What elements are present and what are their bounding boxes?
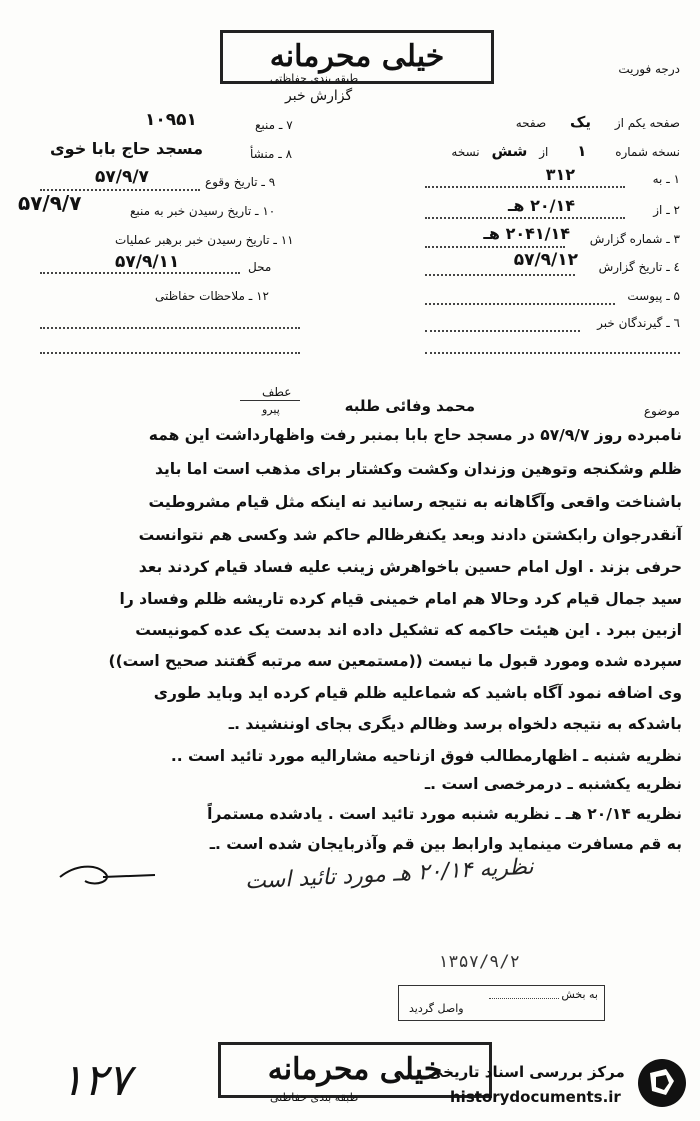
field-2-label: ۲ ـ از <box>653 203 680 217</box>
page-count: یک <box>570 113 592 131</box>
body-line: سپرده شده ومورد قبول ما نیست ((مستمعین سه مرتبه گفتند صحیح است)) <box>108 652 682 670</box>
priority-label: درجه فوریت <box>618 62 680 76</box>
field-10-label: ۱۰ ـ تاریخ رسیدن خبر به منبع <box>130 204 276 218</box>
body-line: باشناخت واقعی وآگاهانه به نتیجه رسانید نه اینکه مثل قیام مشروطیت <box>148 493 682 511</box>
date-stamp: ۱۳۵۷/۹/۲ <box>438 952 520 972</box>
body-line: ظلم وشکنجه وتوهین وزندان وکشت وکشتار برای مذهب است اما باید <box>154 460 682 478</box>
page-label: صفحه یکم از یک صفحه <box>515 113 680 131</box>
signature-mark <box>55 855 165 895</box>
field-11-place: محل <box>248 260 272 274</box>
body-line: باشدکه به نتیجه دلخواه برسد وظالم دیگری بجای اوننشیند .ـ <box>228 715 682 733</box>
field-3-value: ۲۰۴۱/۱۴ هـ <box>483 224 570 243</box>
field-6-label: ٦ ـ گیرندگان خبر <box>597 316 680 330</box>
body-line: سید جمال قیام کرد وحالا هم امام خمینی قیام کرده تاریشه ظلم وفساد را <box>119 590 682 608</box>
body-line: ازبین ببرد . این هیئت حاکمه که تشکیل داده اند بدست یک عده کمونیست <box>135 621 682 639</box>
field-7-label: ۷ ـ منبع <box>255 118 293 132</box>
page-number: ۱۲۷ <box>60 1055 131 1106</box>
field-7-value: ۱۰۹۵۱ <box>145 110 197 130</box>
field-2-value: ۲۰/۱۴ هـ <box>507 196 575 215</box>
copy-label: نسخه شماره ۱ از شش نسخه <box>451 142 680 160</box>
field-9-value: ۵۷/۹/۷ <box>95 167 149 187</box>
bottom-stamp-sub: طبقه بندی حفاظتی <box>270 1091 359 1104</box>
box-line-2: واصل گردید <box>409 1002 464 1015</box>
body-line: نامبرده روز ۵۷/۹/۷ در مسجد حاج بابا بمنبر رفت واظهارداشت این همه <box>148 426 682 444</box>
handwritten-note: نظریه ۲۰/۱۴ هـ مورد تائید است <box>244 854 535 895</box>
field-12-label: ۱۲ ـ ملاحظات حفاظتی <box>155 289 269 303</box>
subject-value: محمد وفائی طلبه <box>344 397 475 415</box>
field-3-label: ۳ ـ شماره گزارش <box>589 232 680 246</box>
subject-label: موضوع <box>643 404 680 418</box>
archive-logo-url: historydocuments.ir <box>450 1088 621 1106</box>
field-9-label: ۹ ـ تاریخ وقوع <box>205 175 276 189</box>
archive-logo-icon <box>636 1057 688 1109</box>
box-line-1: به بخش <box>561 988 598 1001</box>
received-box <box>398 985 605 1021</box>
body-line: به قم مسافرت مینماید وارابط بین قم وآذربایجان شده است .ـ <box>209 835 682 853</box>
body-line: نظریه شنبه ـ اظهارمطالب فوق ازناحیه مشارالیه مورد تائید است .. <box>170 747 682 765</box>
body-line: حرفی بزند . اول امام حسین باخواهرش زینب علیه فساد قیام کردند بعد <box>138 558 682 576</box>
peyro-label: پیرو <box>262 403 280 416</box>
field-11-value: ۵۷/۹/۱۱ <box>115 252 180 272</box>
report-title: گزارش خبر <box>285 88 353 104</box>
copy-number: ۱ <box>577 142 587 160</box>
field-4-label: ٤ ـ تاریخ گزارش <box>598 260 680 274</box>
copy-total: شش <box>491 142 528 160</box>
field-1-label: ۱ ـ به <box>652 172 680 186</box>
bottom-stamp-text: خیلی محرمانه <box>267 1052 443 1087</box>
field-5-label: ۵ ـ پیوست <box>627 289 680 303</box>
field-11-label: ۱۱ ـ تاریخ رسیدن خبر برهبر عملیات <box>115 233 294 247</box>
field-1-value: ۳۱۲ <box>545 165 575 184</box>
field-8-value: مسجد حاج بابا خوی <box>50 139 203 158</box>
body-line: وی اضافه نمود آگاه باشید که شماعلیه ظلم قیام کرده اید وباید طوری <box>153 684 682 702</box>
atf-label: عطف <box>262 385 292 399</box>
body-line: نظریه ۲۰/۱۴ هـ ـ نظریه شنبه مورد تائید است . یادشده مستمراً <box>207 805 682 823</box>
top-stamp-sub: طبقه بندی حفاظتی <box>270 72 359 85</box>
body-line: نظریه یکشنبه ـ درمرخصی است .ـ <box>424 775 682 793</box>
field-4-value: ۵۷/۹/۱۲ <box>513 250 578 270</box>
top-stamp-text: خیلی محرمانه <box>269 39 445 74</box>
field-10-value: ۵۷/۹/۷ <box>18 191 82 215</box>
archive-logo-text: مرکز بررسی اسناد تاریخی <box>428 1063 625 1081</box>
body-line: آنقدرجوان رابکشتن دادند وبعد یکنفرظالم حاکم شد وکسی هم نتوانست <box>138 526 682 544</box>
field-8-label: ۸ ـ منشأ <box>250 147 293 161</box>
